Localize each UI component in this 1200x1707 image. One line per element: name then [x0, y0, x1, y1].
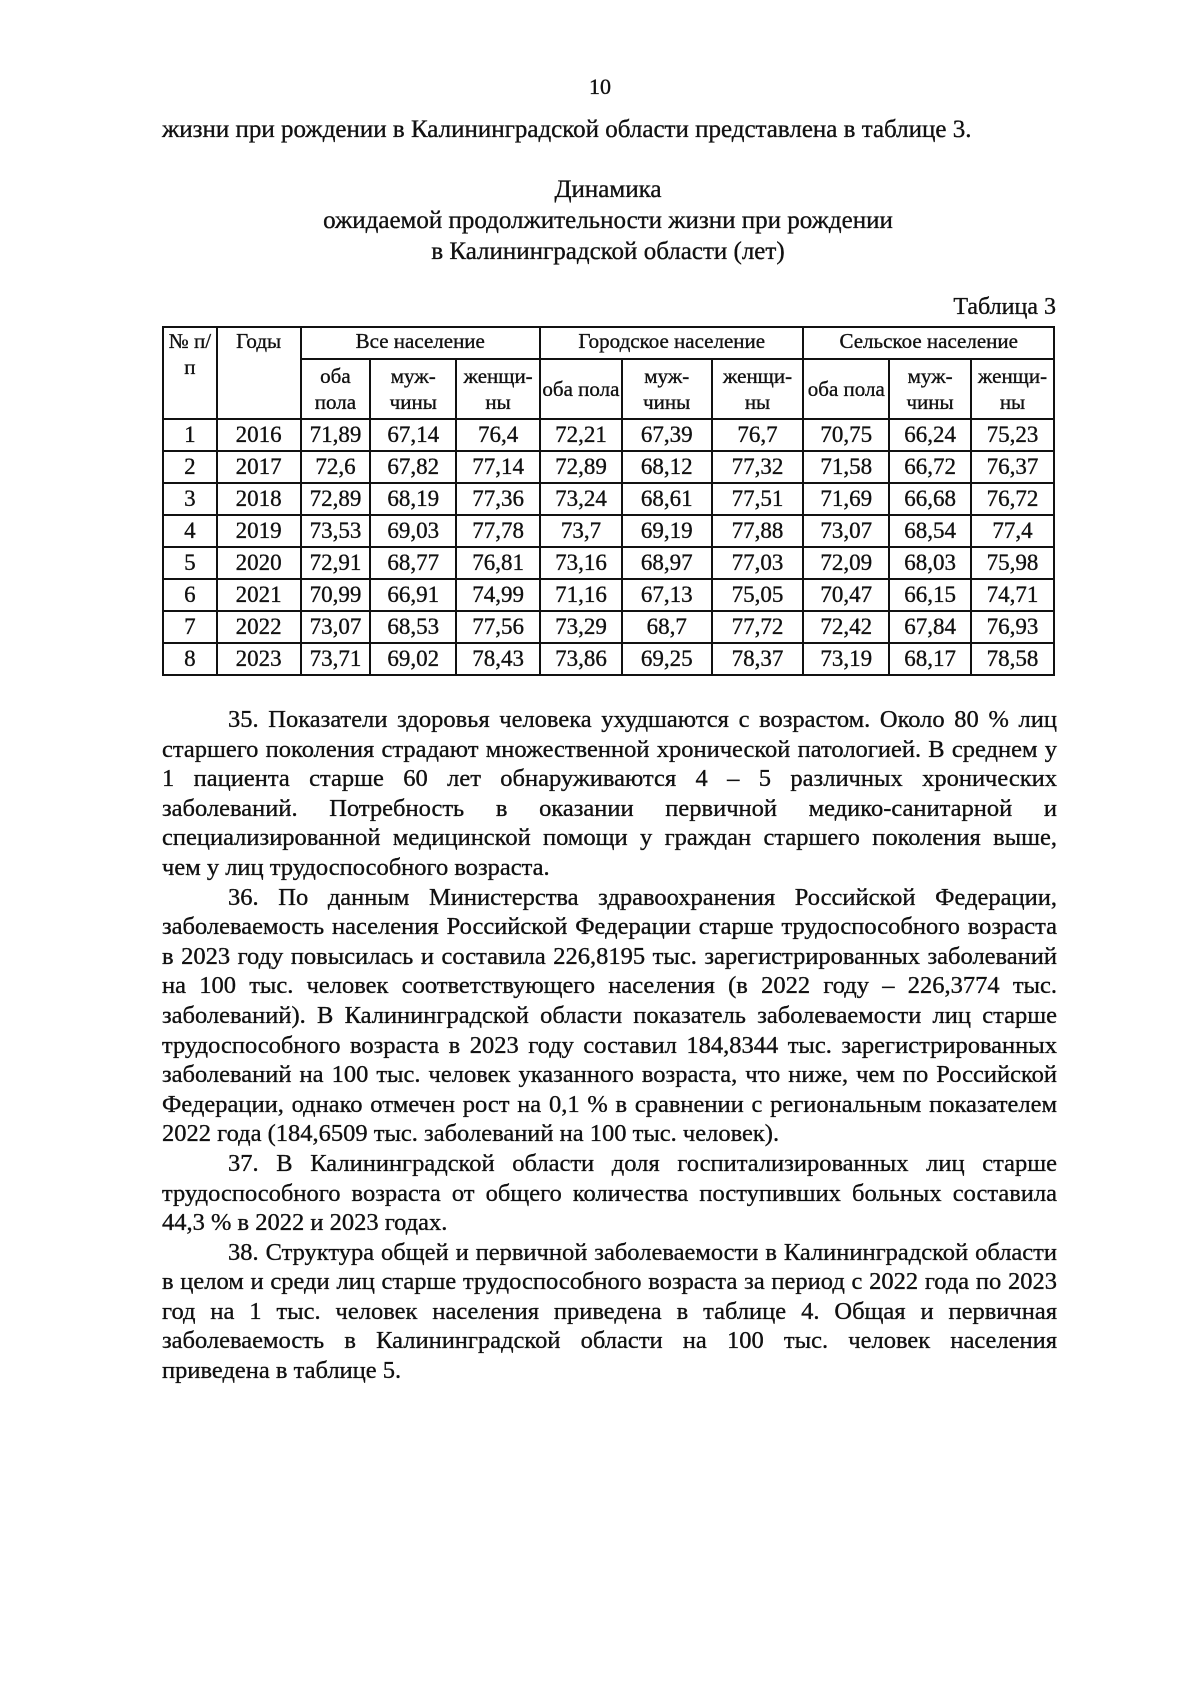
table-cell: 76,72 [971, 483, 1054, 515]
header-sub: муж-чины [370, 359, 456, 419]
header-sub: женщи-ны [971, 359, 1054, 419]
table-cell: 68,53 [370, 611, 456, 643]
paragraph: 35. Показатели здоровья человека ухудшаются с возрастом. Около 80 % лиц старшего поколения страдают множественной хронической патологией. В среднем у 1 пациента старше 60 лет обнаруживаются 4 – 5 различных хронических заболеваний. Потребность в оказании первичной медико-санитарной и специализированной медицинской помощи у граждан старшего поколения выше, чем у лиц трудоспособного возраста. [162, 706, 1057, 881]
table-cell: 73,53 [301, 515, 371, 547]
header-sub: оба пола [803, 359, 889, 419]
table-cell: 78,37 [712, 643, 804, 675]
table-cell: 69,19 [622, 515, 712, 547]
table-cell: 76,4 [456, 419, 540, 451]
table-cell: 68,97 [622, 547, 712, 579]
table-cell: 68,12 [622, 451, 712, 483]
table-cell: 77,36 [456, 483, 540, 515]
table-cell: 6 [163, 579, 217, 611]
table-cell: 66,15 [889, 579, 971, 611]
table-cell: 77,14 [456, 451, 540, 483]
table-cell: 72,91 [301, 547, 371, 579]
table-cell: 66,68 [889, 483, 971, 515]
table-cell: 2020 [217, 547, 301, 579]
table-cell: 68,7 [622, 611, 712, 643]
table-cell: 67,39 [622, 419, 712, 451]
table-cell: 68,03 [889, 547, 971, 579]
table-cell: 69,02 [370, 643, 456, 675]
table-cell: 66,24 [889, 419, 971, 451]
table-cell: 70,47 [803, 579, 889, 611]
table-cell: 2016 [217, 419, 301, 451]
table-cell: 72,6 [301, 451, 371, 483]
table-cell: 2019 [217, 515, 301, 547]
table-cell: 2022 [217, 611, 301, 643]
table-cell: 68,19 [370, 483, 456, 515]
table-cell: 7 [163, 611, 217, 643]
table-cell: 76,37 [971, 451, 1054, 483]
table-cell: 74,99 [456, 579, 540, 611]
table-cell: 1 [163, 419, 217, 451]
table-cell: 77,78 [456, 515, 540, 547]
table-cell: 73,29 [540, 611, 622, 643]
table-cell: 4 [163, 515, 217, 547]
table-label: Таблица 3 [953, 294, 1056, 320]
table-cell: 3 [163, 483, 217, 515]
table-cell: 69,03 [370, 515, 456, 547]
table-cell: 73,07 [803, 515, 889, 547]
table-cell: 2018 [217, 483, 301, 515]
table-cell: 68,77 [370, 547, 456, 579]
header-sub: муж-чины [889, 359, 971, 419]
table-cell: 77,56 [456, 611, 540, 643]
title-line: ожидаемой продолжительности жизни при рождении [323, 207, 893, 234]
table-cell: 77,72 [712, 611, 804, 643]
table-cell: 73,71 [301, 643, 371, 675]
table-cell: 72,09 [803, 547, 889, 579]
table-cell: 68,61 [622, 483, 712, 515]
header-sub: оба пола [540, 359, 622, 419]
table-cell: 2 [163, 451, 217, 483]
table-cell: 5 [163, 547, 217, 579]
table-cell: 66,72 [889, 451, 971, 483]
table-cell: 66,91 [370, 579, 456, 611]
life-expectancy-table [162, 326, 1055, 676]
header-group: Сельское население [803, 327, 1054, 359]
table-cell: 69,25 [622, 643, 712, 675]
table-cell: 72,21 [540, 419, 622, 451]
table-cell: 75,23 [971, 419, 1054, 451]
page-number: 10 [589, 74, 611, 99]
paragraph: 36. По данным Министерства здравоохранения Российской Федерации, заболеваемость населения Российской Федерации старше трудоспособного возраста в 2023 году повысилась и составила 226,8195 тыс. зарегистрированных заболеваний на 100 тыс. человек соответствующего населения (в 2022 году – 226,3774 тыс. заболеваний). В Калининградской области показатель заболеваемости лиц старше трудоспособного возраста в 2023 году составил 184,8344 тыс. зарегистрированных заболеваний на 100 тыс. человек указанного возраста, что ниже, чем по Российской Федерации, однако отмечен рост на 0,1 % в сравнении с региональным показателем 2022 года (184,6509 тыс. заболеваний на 100 тыс. человек). [162, 883, 1057, 1148]
table-cell: 68,17 [889, 643, 971, 675]
header-sub: оба пола [301, 359, 371, 419]
table-cell: 67,13 [622, 579, 712, 611]
table-cell: 77,03 [712, 547, 804, 579]
table-cell: 8 [163, 643, 217, 675]
table-cell: 71,89 [301, 419, 371, 451]
table-cell: 73,24 [540, 483, 622, 515]
table-row [163, 611, 1054, 643]
table-cell: 77,51 [712, 483, 804, 515]
header-sub: женщи-ны [456, 359, 540, 419]
table-row [163, 515, 1054, 547]
intro-line: жизни при рождении в Калининградской области представлена в таблице 3. [162, 116, 972, 143]
table-cell: 2021 [217, 579, 301, 611]
table-cell: 2023 [217, 643, 301, 675]
table-cell: 73,19 [803, 643, 889, 675]
table-cell: 67,14 [370, 419, 456, 451]
title-line: в Калининградской области (лет) [431, 238, 785, 265]
table-cell: 73,86 [540, 643, 622, 675]
paragraph: 37. В Калининградской области доля госпитализированных лиц старше трудоспособного возраста от общего количества поступивших больных составила 44,3 % в 2022 и 2023 годах. [162, 1149, 1057, 1237]
table-cell: 71,58 [803, 451, 889, 483]
table-cell: 73,7 [540, 515, 622, 547]
table-row [163, 643, 1054, 675]
table-row [163, 419, 1054, 451]
table-row [163, 547, 1054, 579]
header-group: Все население [301, 327, 541, 359]
table-cell: 72,89 [301, 483, 371, 515]
table-cell: 72,89 [540, 451, 622, 483]
table-row [163, 579, 1054, 611]
table-cell: 76,7 [712, 419, 804, 451]
table-title [0, 174, 1200, 267]
table-row [163, 483, 1054, 515]
header-group: Городское население [540, 327, 803, 359]
table-cell: 72,42 [803, 611, 889, 643]
table-cell: 2017 [217, 451, 301, 483]
table-row [163, 451, 1054, 483]
table-cell: 71,16 [540, 579, 622, 611]
table-cell: 70,99 [301, 579, 371, 611]
table-cell: 73,16 [540, 547, 622, 579]
table-cell: 76,93 [971, 611, 1054, 643]
table-cell: 75,98 [971, 547, 1054, 579]
table-cell: 78,58 [971, 643, 1054, 675]
body-text [162, 705, 1057, 1386]
table-cell: 77,4 [971, 515, 1054, 547]
paragraph: 38. Структура общей и первичной заболеваемости в Калининградской области в целом и среди лиц старше трудоспособного возраста за период с 2022 года по 2023 год на 1 тыс. человек населения приведена в таблице 4. Общая и первичная заболеваемость в Калининградской области на 100 тыс. человек населения приведена в таблице 5. [162, 1238, 1057, 1385]
table-cell: 73,07 [301, 611, 371, 643]
table-cell: 71,69 [803, 483, 889, 515]
table-cell: 70,75 [803, 419, 889, 451]
header-year: Годы [217, 327, 301, 419]
table-cell: 68,54 [889, 515, 971, 547]
table-cell: 75,05 [712, 579, 804, 611]
title-line: Динамика [554, 176, 662, 203]
table-cell: 67,82 [370, 451, 456, 483]
table-cell: 74,71 [971, 579, 1054, 611]
table-cell: 76,81 [456, 547, 540, 579]
header-num: № п/п [163, 327, 217, 419]
header-sub: женщи-ны [712, 359, 804, 419]
table-cell: 67,84 [889, 611, 971, 643]
table-cell: 77,88 [712, 515, 804, 547]
table-cell: 78,43 [456, 643, 540, 675]
table-cell: 77,32 [712, 451, 804, 483]
header-sub: муж-чины [622, 359, 712, 419]
